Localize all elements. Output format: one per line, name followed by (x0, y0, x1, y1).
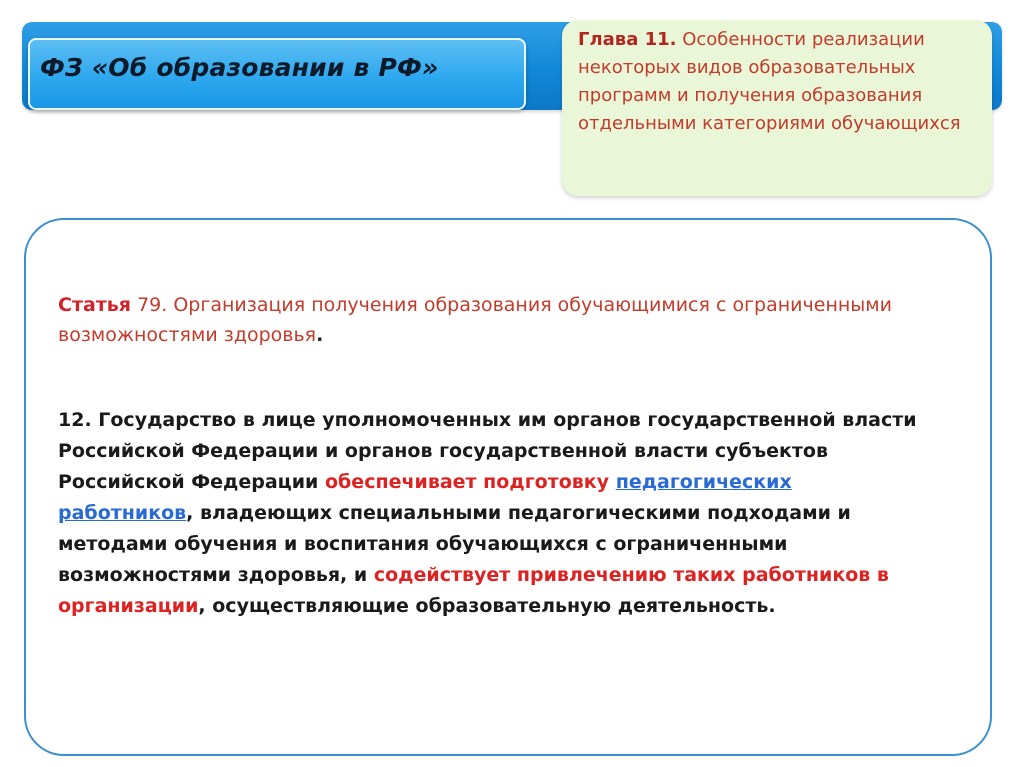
slide-title: ФЗ «Об образовании в РФ» (40, 53, 439, 82)
paragraph-part-1: 12. Государство в лице уполномоченных им органов государственной власти Российской Федерации и органов государственной власти субъектов Российской Федерации (58, 409, 917, 493)
article-end-dot: . (316, 324, 324, 346)
article-paragraph (58, 405, 918, 622)
chapter-description (578, 26, 978, 138)
article-label: Статья (58, 294, 132, 316)
paragraph-emphasis-2: содействует привлечению таких работников в организации (58, 564, 889, 617)
chapter-text: Особенности реализации некоторых видов образовательных программ и получения образования отдельными категориями обучающихся (578, 29, 961, 134)
paragraph-part-2: , владеющих специальными педагогическими подходами и методами обучения и воспитания обучающихся с ограниченными возможностями здоровья, и (58, 502, 851, 586)
article-title: 79. Организация получения образования обучающимися с ограниченными возможностями здоровья (58, 294, 892, 346)
chapter-label: Глава 11. (578, 29, 677, 50)
paragraph-part-3: , осуществляющие образовательную деятельность. (198, 595, 776, 617)
article-heading (58, 290, 928, 350)
paragraph-emphasis-1: обеспечивает подготовку (324, 471, 610, 493)
teachers-link[interactable]: педагогических работников (58, 471, 792, 524)
